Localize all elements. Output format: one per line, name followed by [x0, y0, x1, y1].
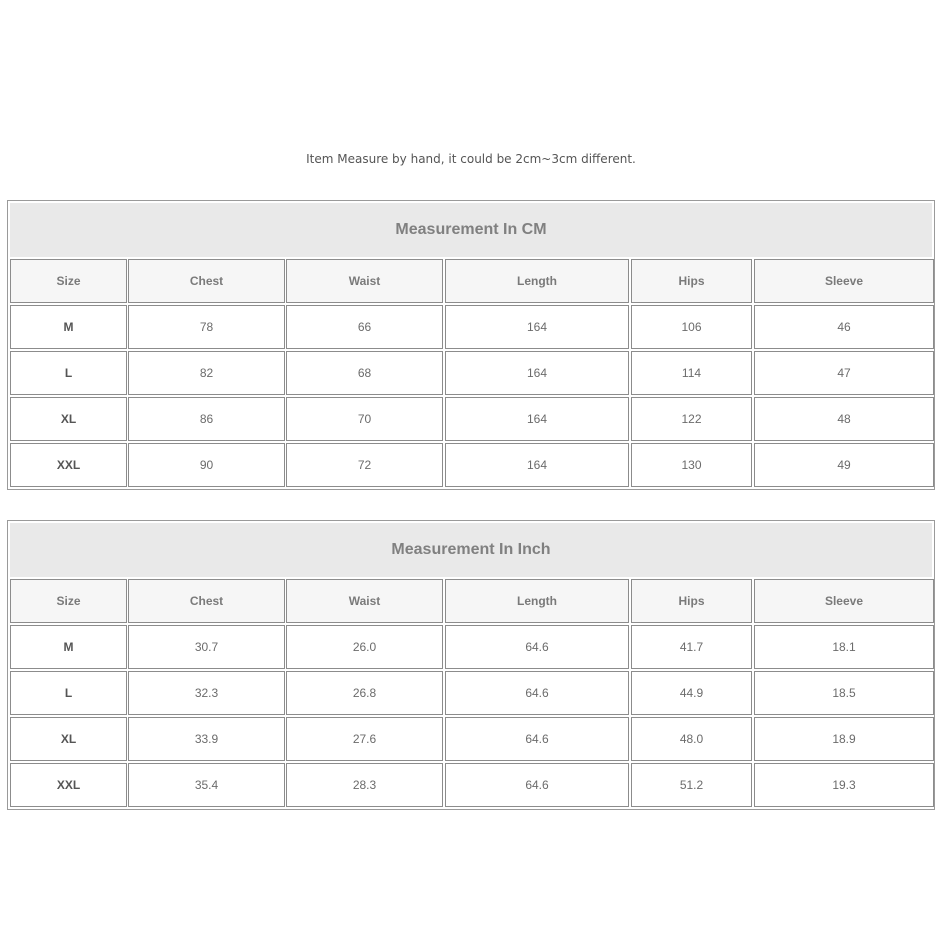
table-title: Measurement In CM — [10, 203, 932, 257]
table-cell: 51.2 — [631, 763, 752, 807]
table-cell: 64.6 — [445, 763, 629, 807]
table-cell: 164 — [445, 397, 629, 441]
table-cell: 68 — [286, 351, 443, 395]
table-row — [8, 625, 934, 669]
table-cell: 27.6 — [286, 717, 443, 761]
table-cell: 48 — [754, 397, 934, 441]
table-cell: 122 — [631, 397, 752, 441]
table-cell: 130 — [631, 443, 752, 487]
table-cell: 72 — [286, 443, 443, 487]
size-table-cm — [7, 200, 935, 490]
table-row — [8, 763, 934, 807]
size-cell: M — [10, 305, 127, 349]
table-row — [8, 351, 934, 395]
header-cell: Size — [10, 259, 127, 303]
table-cell: 44.9 — [631, 671, 752, 715]
table-header-row — [8, 579, 934, 623]
table-row — [8, 671, 934, 715]
size-cell: XXL — [10, 443, 127, 487]
header-cell: Chest — [128, 259, 285, 303]
table-cell: 18.5 — [754, 671, 934, 715]
table-cell: 18.1 — [754, 625, 934, 669]
table-cell: 32.3 — [128, 671, 285, 715]
table-cell: 78 — [128, 305, 285, 349]
header-cell: Size — [10, 579, 127, 623]
table-cell: 41.7 — [631, 625, 752, 669]
table-cell: 28.3 — [286, 763, 443, 807]
table-cell: 86 — [128, 397, 285, 441]
table-title: Measurement In Inch — [10, 523, 932, 577]
table-cell: 26.0 — [286, 625, 443, 669]
table-row — [8, 717, 934, 761]
size-cell: M — [10, 625, 127, 669]
table-row — [8, 397, 934, 441]
table-row — [8, 305, 934, 349]
table-header-row — [8, 259, 934, 303]
header-cell: Sleeve — [754, 579, 934, 623]
size-cell: L — [10, 671, 127, 715]
table-cell: 33.9 — [128, 717, 285, 761]
table-cell: 47 — [754, 351, 934, 395]
size-cell: XL — [10, 397, 127, 441]
header-cell: Length — [445, 579, 629, 623]
table-cell: 46 — [754, 305, 934, 349]
table-cell: 164 — [445, 305, 629, 349]
table-cell: 19.3 — [754, 763, 934, 807]
table-cell: 164 — [445, 443, 629, 487]
table-cell: 90 — [128, 443, 285, 487]
header-cell: Hips — [631, 259, 752, 303]
size-cell: XL — [10, 717, 127, 761]
size-cell: XXL — [10, 763, 127, 807]
table-cell: 30.7 — [128, 625, 285, 669]
table-cell: 18.9 — [754, 717, 934, 761]
table-cell: 66 — [286, 305, 443, 349]
table-cell: 82 — [128, 351, 285, 395]
measurement-note: Item Measure by hand, it could be 2cm~3cm different. — [306, 152, 636, 166]
header-cell: Chest — [128, 579, 285, 623]
header-cell: Sleeve — [754, 259, 934, 303]
table-cell: 64.6 — [445, 717, 629, 761]
size-cell: L — [10, 351, 127, 395]
table-cell: 64.6 — [445, 671, 629, 715]
header-cell: Waist — [286, 259, 443, 303]
size-table-inch — [7, 520, 935, 810]
header-cell: Length — [445, 259, 629, 303]
table-cell: 106 — [631, 305, 752, 349]
table-cell: 114 — [631, 351, 752, 395]
table-cell: 164 — [445, 351, 629, 395]
table-row — [8, 443, 934, 487]
header-cell: Waist — [286, 579, 443, 623]
header-cell: Hips — [631, 579, 752, 623]
table-cell: 70 — [286, 397, 443, 441]
table-cell: 64.6 — [445, 625, 629, 669]
table-cell: 49 — [754, 443, 934, 487]
table-cell: 48.0 — [631, 717, 752, 761]
table-cell: 26.8 — [286, 671, 443, 715]
table-cell: 35.4 — [128, 763, 285, 807]
